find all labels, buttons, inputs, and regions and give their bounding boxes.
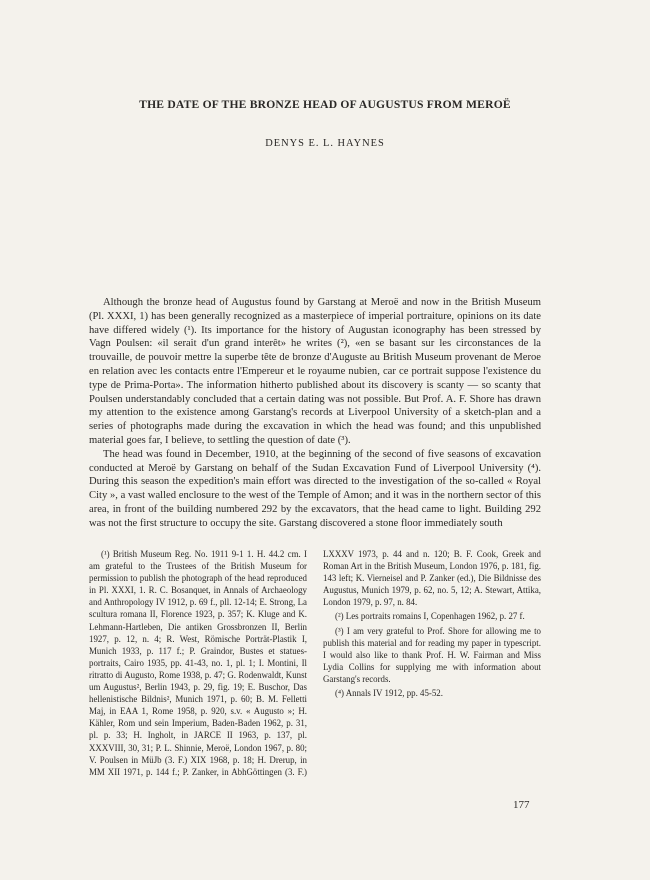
footnote: (²) Les portraits romains I, Copenhagen 1962, p. 27 f. <box>335 611 525 622</box>
footnote: (⁴) Annals IV 1912, pp. 45-52. <box>335 688 443 699</box>
footnotes <box>89 548 541 788</box>
author-name: DENYS E. L. HAYNES <box>265 138 385 149</box>
body-text <box>89 296 541 531</box>
page-number: 177 <box>513 799 530 811</box>
footnote: (¹) British Museum Reg. No. 1911 9-1 1. H. 44.2 cm. I am grateful to the Trustees of the British Museum for permission to publish the photograph of the head reproduced in Pl. XXXI, 1. R. C. Bosanquet, in Annals of Archaeology and Anthropology IV 1912, p. 69 f., pll. 12-14; E. Strong, La scultura romana II, Florence 1923, p. 357; K. Kluge and K. Lehmann-Hartleben, Die antiken Grossbronzen II, Berlin 1927, p. 12, n. 4; R. West, Römische Porträt-Plastik I, Munich 1933, p. 117 f.; P. Graindor, Bustes et statues-portraits, Cairo 1935, pp. 41-43, no. 1, pl. 1; I. Montini, Il ritratto di Augusto, Rome 1938, p. 47; G. Rodenwaldt, Kunst um Augustus², Berlin 1943, p. 29, fig. 19; E. Buschor, Das hellenistische Bildnis², Munich 1971, p. 60; B. M. Felletti Maj, in EAA 1, Rome 1958, p. 920, s.v. « Augusto »; H. Kähler, Rom und sein Imperium, Baden-Baden 1962, p. 31, pl. p. 33; H. Ingholt, in JARCE II 1963, p. 137, pl. XXXVIII, 30, 31; P. L. Shinnie, Meroë, London 1967, p. 80; V. Poulsen in MüJb (3. F.) XIX 1968, p. 18; H. Drerup, in MM XII 1971, p. 144 f.; P. Zanker, in AbhGöttingen (3. F.) LXXXV 1973, p. 44 and n. 120; B. F. Cook, Greek and Roman Art in the British Museum, London 1976, p. 181, fig. 143 left; K. Vierneisel and P. Zanker (ed.), Die Bildnisse des Augustus, Munich 1979, p. 62, no. 5, 12; A. Stewart, Attika, London 1979, p. 97, n. 84. <box>89 549 541 777</box>
body-paragraph: Although the bronze head of Augustus found by Garstang at Meroë and now in the British Museum (Pl. XXXI, 1) has been generally recognized as a masterpiece of imperial portraiture, opinions on its date have differed widely (¹). Its importance for the history of Augustan iconography has been stressed by Vagn Poulsen: «il serait d'un grand interêt» he writes (²), «en se basant sur les circonstances de la trouvaille, de pouvoir mettre la superbe tête de bronze d'Auguste au British Museum provenant de Meroe en relation avec les contacts entre l'Empereur et le royaume nubien, car ce portrait suppose l'existence du type de Prima-Porta». The information hitherto published about its discovery is scanty — so scanty that Poulsen understandably concluded that a certain dating was not possible. But Prof. A. F. Shore has drawn my attention to the existence among Garstang's records at Liverpool University of a sketch-plan and a series of photographs made during the excavation in which the head was found; and this unpublished material goes far, I believe, to settling the question of date (³). <box>89 297 541 446</box>
article-title: THE DATE OF THE BRONZE HEAD OF AUGUSTUS FROM MEROË <box>139 98 511 111</box>
footnote: (³) I am very grateful to Prof. Shore for allowing me to publish this material and for reading my paper in typescript. I would also like to thank Prof. H. W. Fairman and Miss Lydia Collins for supplying me with information about Garstang's records. <box>323 625 541 684</box>
body-paragraph: The head was found in December, 1910, at the beginning of the second of five seasons of excavation conducted at Meroë by Garstang on behalf of the Sudan Excavation Fund of Liverpool University (⁴). During this season the expedition's main effort was directed to the investigation of the so-called « Royal City », a vast walled enclosure to the west of the Temple of Amon; and it was in the northern sector of this area, in front of the building numbered 292 by the excavators, that the head came to light. Building 292 was not the first structure to occupy the site. Garstang discovered a stone floor immediately south <box>89 448 541 529</box>
